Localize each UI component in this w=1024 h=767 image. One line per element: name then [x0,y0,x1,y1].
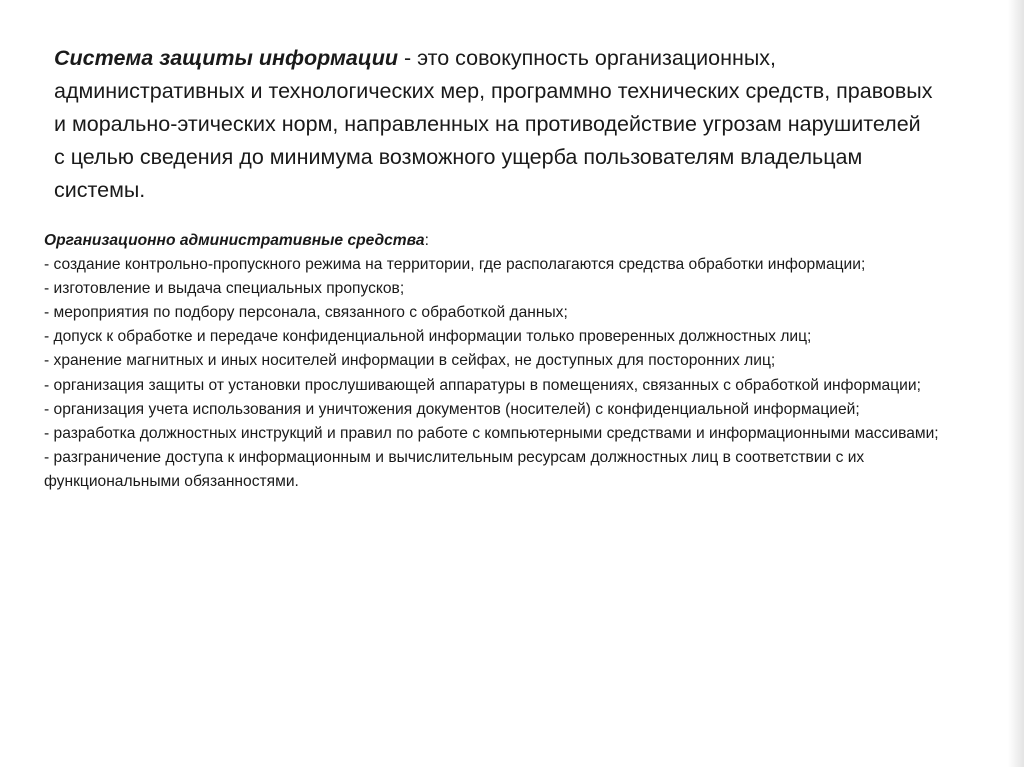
definition-term: Система защиты информации [54,46,398,70]
list-item: - создание контрольно-пропускного режима на территории, где располагаются средства обработки информации; [44,256,866,274]
definition-paragraph [54,42,934,207]
list-item: - разграничение доступа к информационным и вычислительным ресурсам должностных лиц в соответствии с их функциональными обязанностями. [44,448,865,490]
list-item: - разработка должностных инструкций и правил по работе с компьютерными средствами и информационными массивами; [44,424,939,442]
slide-edge-shadow [1008,0,1024,767]
measures-heading: Организационно административные средства [44,232,425,249]
list-item: - мероприятия по подбору персонала, связанного с обработкой данных; [44,304,568,322]
measures-list [44,229,974,494]
measures-heading-line [44,229,974,253]
definition-text: - это совокупность организационных, административных и технологических мер, программно технических средств, правовых и морально-этических норм, направленных на противодействие угрозам нарушителей с целью сведения до минимума возможного ущерба пользователям владельцам системы. [54,46,933,202]
list-item: - хранение магнитных и иных носителей информации в сейфах, не доступных для посторонних лиц; [44,352,776,370]
measures-heading-suffix: : [424,232,429,249]
list-item: - организация учета использования и уничтожения документов (носителей) с конфиденциальной информацией; [44,400,860,418]
list-item: - организация защиты от установки прослушивающей аппаратуры в помещениях, связанных с обработкой информации; [44,376,921,394]
list-item: - допуск к обработке и передаче конфиденциальной информации только проверенных должностных лиц; [44,328,812,346]
list-item: - изготовление и выдача специальных пропусков; [44,280,405,298]
